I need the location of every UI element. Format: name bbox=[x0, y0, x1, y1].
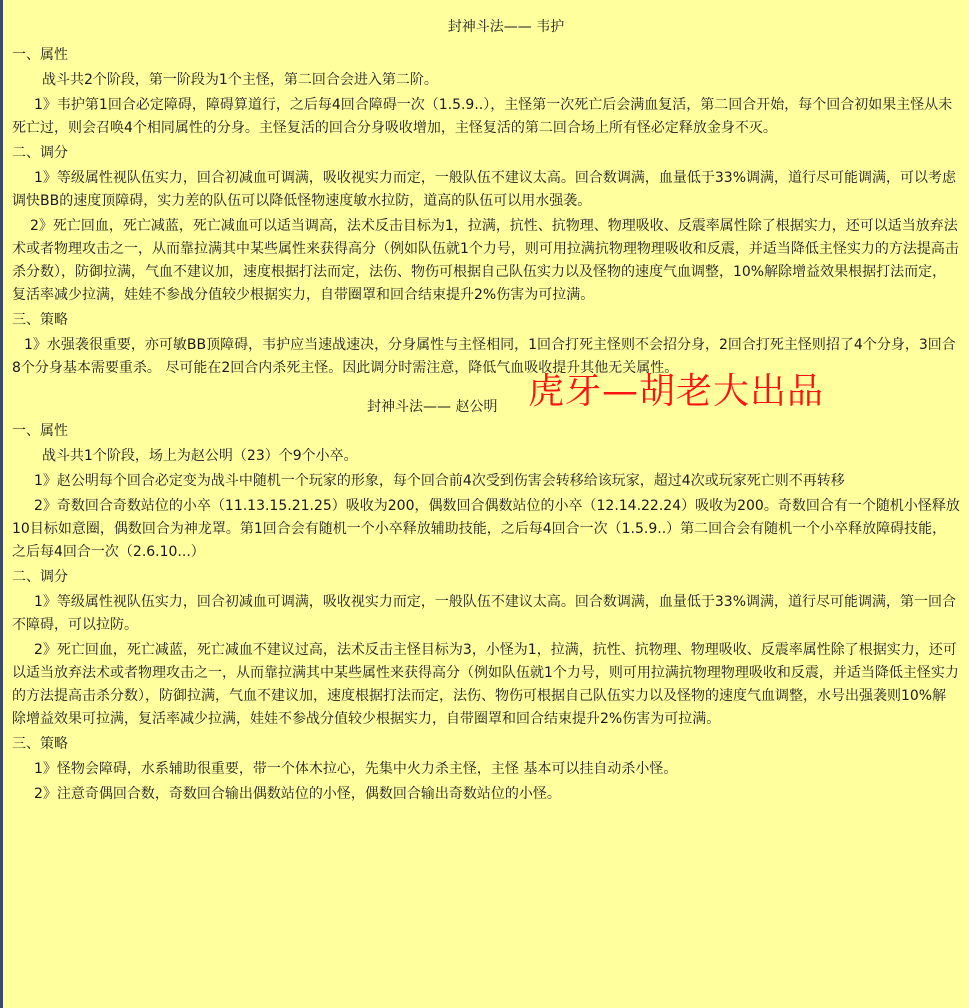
doc1-section-attributes: 一、属性 bbox=[12, 47, 68, 63]
doc1-paragraph-strategy: 1》水强袭很重要，亦可敏BB顶障碍，韦护应当速战速决，分身属性与主怪相同，1回合打死主怪则不会招分身，2回合打死主怪则招了4个分身，3回合8个分身基本需要重杀。 尽可能在2回合内杀死主怪。因此调分时需注意，降低气血吸收提升其他无关属性。 bbox=[12, 337, 956, 376]
doc2-section-tuning: 二、调分 bbox=[12, 569, 68, 585]
doc1-paragraph-stages: 战斗共2个阶段，第一阶段为1个主怪，第二回合会进入第二阶。 bbox=[42, 72, 438, 88]
left-edge-divider bbox=[0, 0, 3, 1008]
doc1-section-tuning: 二、调分 bbox=[12, 145, 68, 161]
doc1-section-strategy: 三、策略 bbox=[12, 312, 68, 328]
doc1-paragraph-mechanics: 1》韦护第1回合必定障碍，障碍算道行，之后每4回合障碍一次（1.5.9..），主怪第一次死亡后会满血复活，第二回合开始，每个回合初如果主怪从未死亡过，则会召唤4个相同属性的分身。主怪复活的回合分身吸收增加，主怪复活的第二回合场上所有怪必定释放金身不灭。 bbox=[12, 97, 953, 136]
document-body bbox=[12, 16, 960, 808]
doc2-paragraph-tuning-2: 2》死亡回血，死亡减蓝，死亡减血不建议过高，法术反击主怪目标为3，小怪为1，拉满，抗性、抗物理、物理吸收、反震率属性除了根据实力，还可以适当放弃法术或者物理攻击之一，从而靠拉满其中某些属性来获得高分（例如队伍就1个力号，则可用拉满抗物理物理吸收和反震，并适当降低主怪实力的方法提高击杀分数），防御拉满，气血不建议加，速度根据打法而定，法伤、物伤可根据自己队伍实力以及怪物的速度气血调整，水号出强袭则10%解除增益效果可拉满，复活率减少拉满，娃娃不参战分值较少根据实力，自带圈罩和回合结束提升2%伤害为可拉满。 bbox=[12, 642, 959, 727]
doc2-section-attributes: 一、属性 bbox=[12, 423, 68, 439]
doc2-section-strategy: 三、策略 bbox=[12, 736, 68, 752]
doc2-paragraph-mechanics-2: 2》奇数回合奇数站位的小卒（11.13.15.21.25）吸收为200，偶数回合偶数站位的小卒（12.14.22.24）吸收为200。奇数回合有一个随机小怪释放10目标如意圈，偶数回合为神龙罩。第1回合会有随机一个小卒释放辅助技能，之后每4回合一次（1.5.9..）第二回合会有随机一个小卒释放障碍技能，之后每4回合一次（2.6.10...） bbox=[12, 498, 960, 560]
doc2-header bbox=[12, 371, 960, 416]
doc1-paragraph-tuning-2: 2》死亡回血，死亡减蓝，死亡减血可以适当调高，法术反击目标为1，拉满，抗性、抗物理、物理吸收、反震率属性除了根据实力，还可以适当放弃法术或者物理攻击之一，从而靠拉满其中某些属性来获得高分（例如队伍就1个力号，则可用拉满抗物理物理吸收和反震，并适当降低主怪实力的方法提高击杀分数），防御拉满，气血不建议加，速度根据打法而定，法伤、物伤可根据自己队伍实力以及怪物的速度气血调整，10%解除增益效果根据打法而定，复活率减少拉满，娃娃不参战分值较少根据实力，自带圈罩和回合结束提升2%伤害为可拉满。 bbox=[12, 218, 959, 303]
doc2-title: 封神斗法—— 赵公明 bbox=[367, 399, 498, 415]
doc2-paragraph-stages: 战斗共1个阶段，场上为赵公明（23）个9个小卒。 bbox=[42, 448, 358, 464]
doc1-title: 封神斗法—— 韦护 bbox=[447, 19, 565, 35]
brand-watermark-text: 虎牙—胡老大出品 bbox=[528, 371, 825, 412]
doc2-paragraph-strategy-2: 2》注意奇偶回合数，奇数回合输出偶数站位的小怪，偶数回合输出奇数站位的小怪。 bbox=[34, 786, 561, 802]
doc2-paragraph-mechanics-1: 1》赵公明每个回合必定变为战斗中随机一个玩家的形象，每个回合前4次受到伤害会转移给该玩家，超过4次或玩家死亡则不再转移 bbox=[34, 473, 845, 489]
doc1-paragraph-tuning-1: 1》等级属性视队伍实力，回合初减血可调满，吸收视实力而定，一般队伍不建议太高。回合数调满，血量低于33%调满，道行尽可能调满，可以考虑调快BB的速度顶障碍，实力差的队伍可以降低怪物速度敏水拉防，道高的队伍可以用水强袭。 bbox=[12, 170, 957, 209]
doc2-paragraph-tuning-1: 1》等级属性视队伍实力，回合初减血可调满，吸收视实力而定，一般队伍不建议太高。回合数调满，血量低于33%调满，道行尽可能调满，第一回合不障碍，可以拉防。 bbox=[12, 594, 957, 633]
doc2-paragraph-strategy-1: 1》怪物会障碍，水系辅助很重要，带一个体木拉心，先集中火力杀主怪，主怪 基本可以挂自动杀小怪。 bbox=[34, 761, 678, 777]
